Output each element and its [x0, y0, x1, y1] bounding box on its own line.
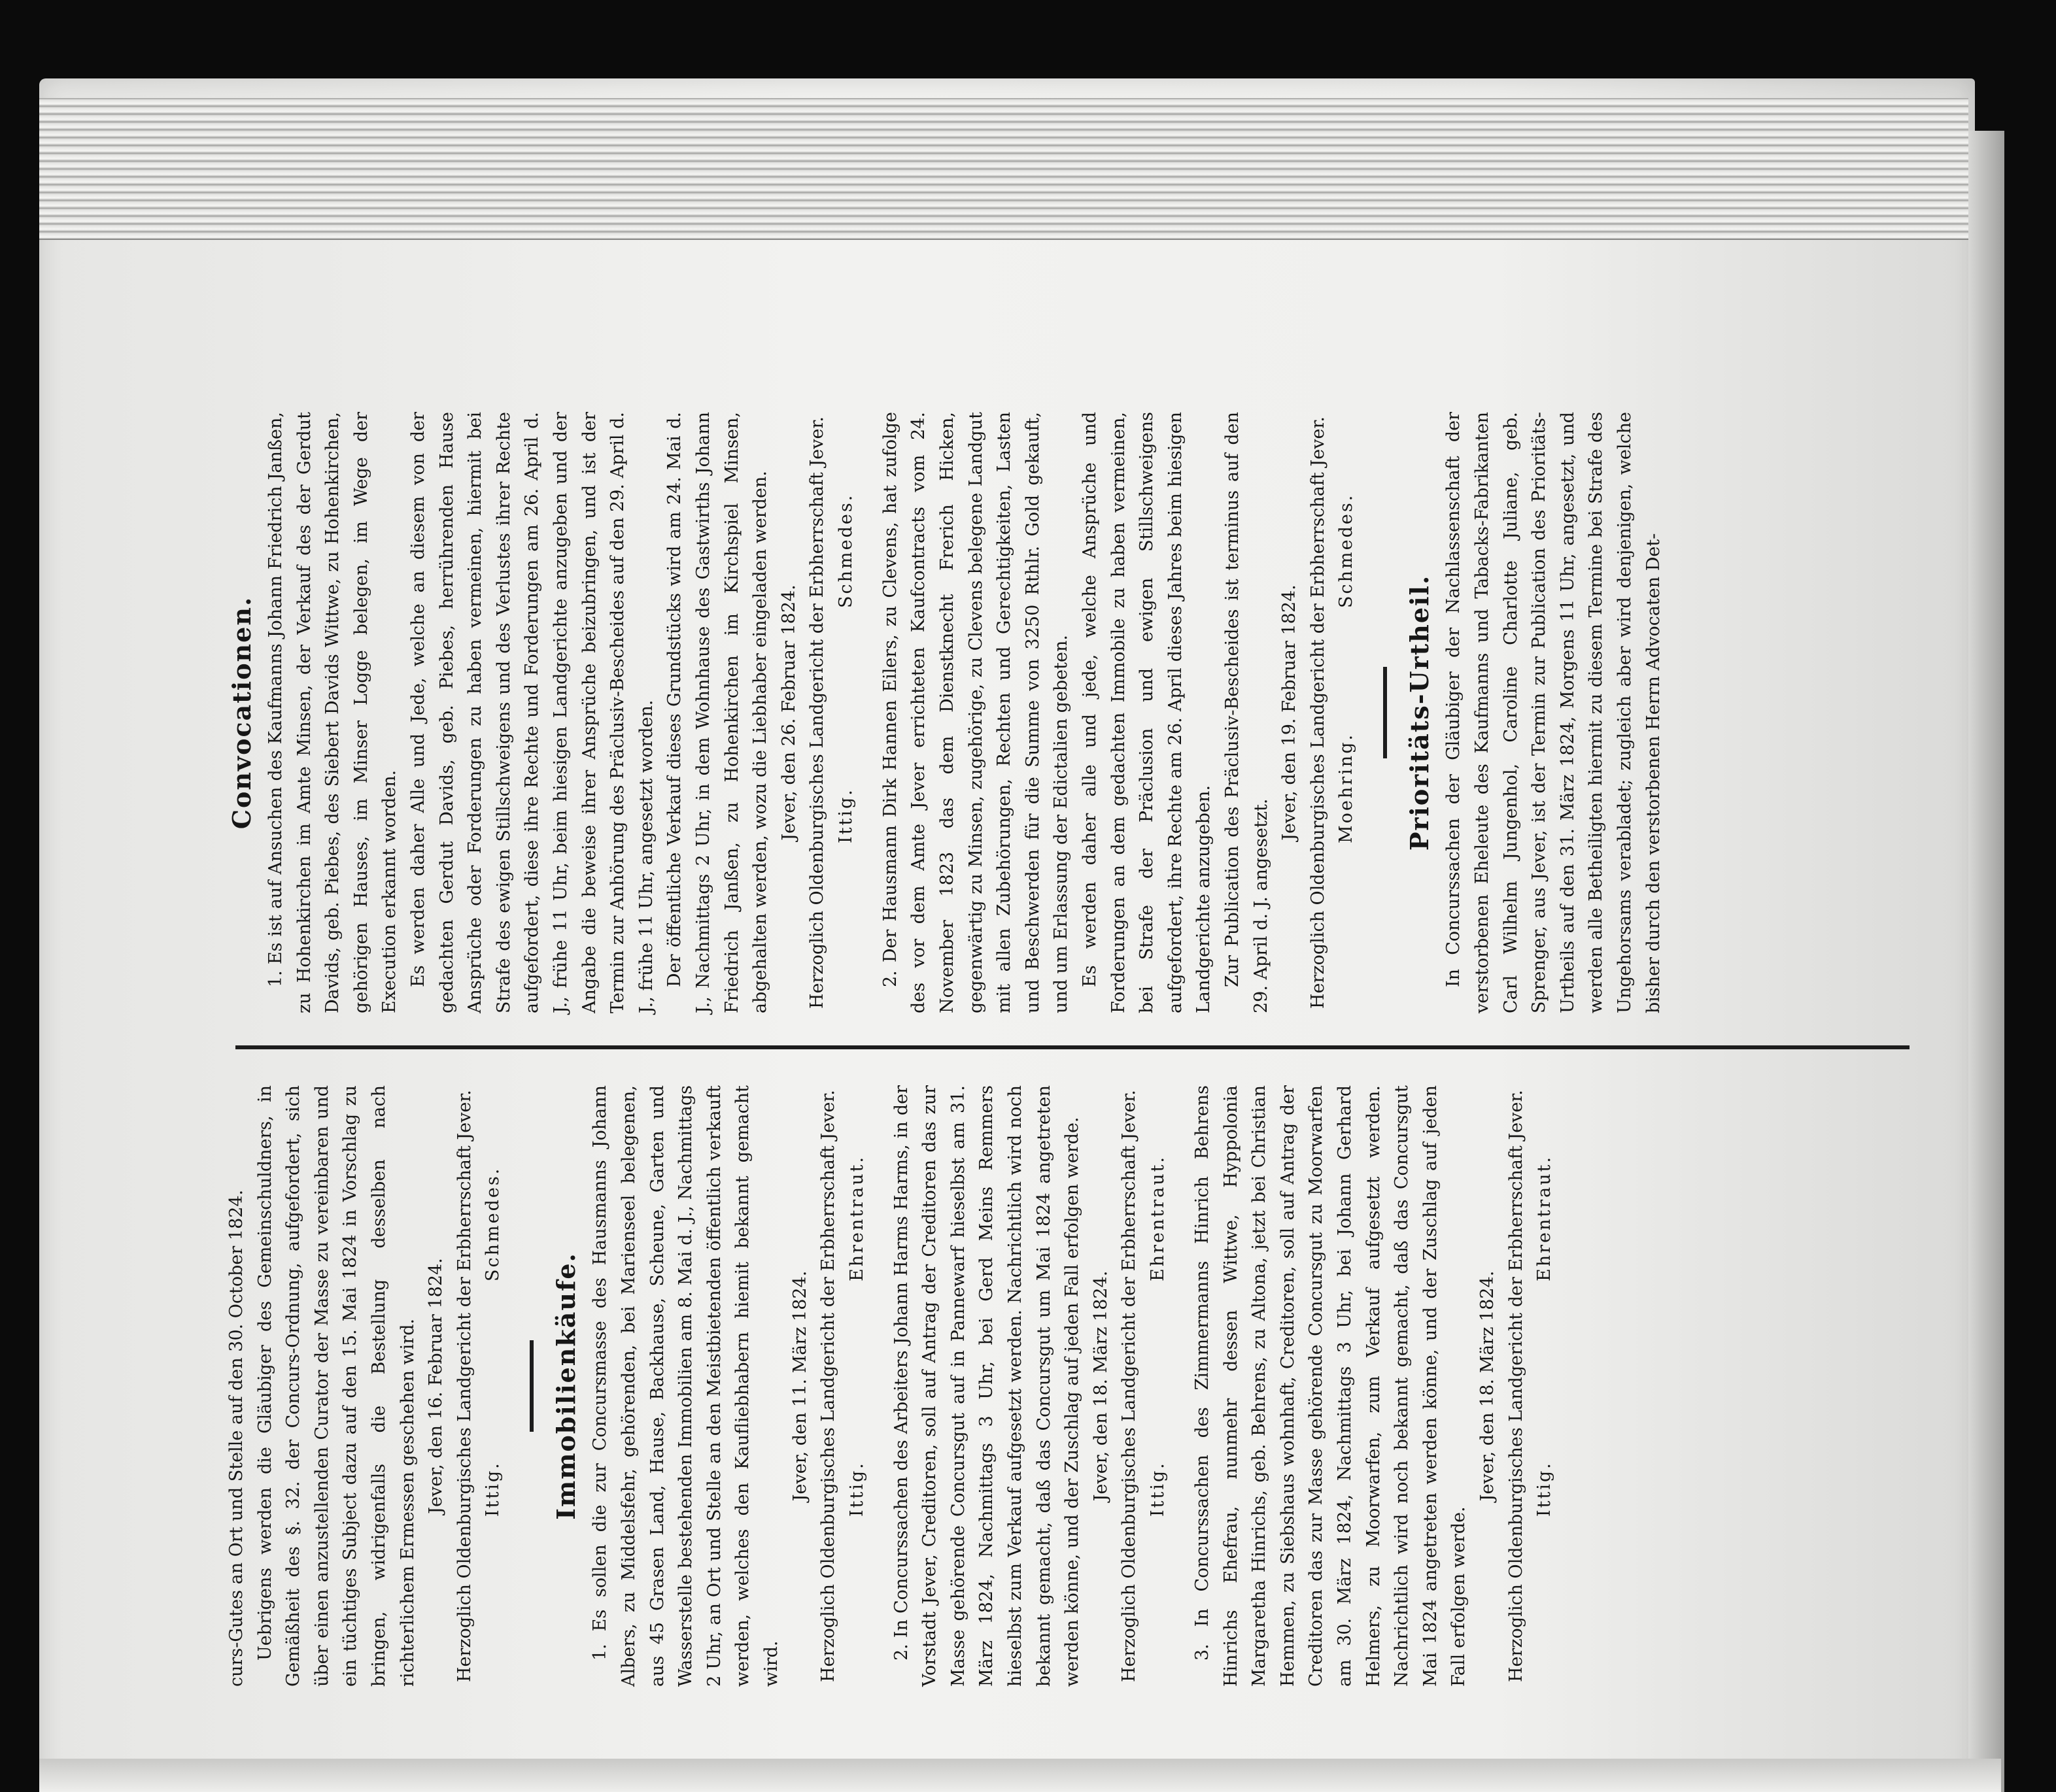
- section-divider: [1383, 667, 1387, 758]
- court-name: Herzoglich Oldenburgisches Landgericht der Erbherrschaft Jever.: [818, 1090, 839, 1682]
- section-heading: Immobilienkäufe.: [551, 1252, 581, 1520]
- section-heading: Convocationen.: [227, 596, 256, 830]
- signature-name: Ehrentraut.: [846, 1155, 867, 1281]
- place-date: Jever, den 11. März 1824.: [789, 1270, 810, 1502]
- place-date: Jever, den 19. Februar 1824.: [1279, 584, 1300, 841]
- notice-paragraph: 3. In Concurssachen des Zimmermanns Hinrich Behrens Hinrichs Ehefrau, nunmehr dessen Wittwe, Hyppolonia Margaretha Hinrichs, geb. Behrens, zu Altona, jetzt bei Christian Hemmen, zu Siebshaus wohnhaft, Creditoren, soll auf Antrag der Creditoren das zur Masse gehörende Concursgut zu Moorwarfen am 30. März 1824, Nachmittags 3 Uhr, bei Johann Gerhard Helmers, zu Moorwarfen, zum Verkauf aufgesetzt werden. Nachrichtlich wird noch bekannt gemacht, daß das Concursgut Mai 1824 angetreten werden könne, und der Zuschlag auf jeden Fall erfolgen werde.: [1192, 1085, 1469, 1687]
- left-column: [222, 1085, 1566, 1687]
- place-date: Jever, den 16. Februar 1824.: [426, 1258, 447, 1514]
- printed-page-rotated: [222, 373, 2001, 1687]
- signature-line: [1332, 412, 1367, 1013]
- signature-line: [479, 1085, 514, 1687]
- column-rule: [235, 1045, 1910, 1049]
- signature-name: Ittig.: [1148, 1461, 1169, 1517]
- signature-line: [832, 412, 867, 1013]
- notice-paragraph: Es werden daher Alle und Jede, welche an diesem von der gedachten Gerdut Davids, geb. Piebes, herrührenden Hause Ansprüche oder Forderungen zu haben vermeinen, hiermit bei Strafe des ewigen Stillschweigens und des Verlustes ihrer Rechte aufgefordert, diese ihre Rechte und Forderungen am 26. April d. J., frühe 11 Uhr, beim hiesigen Landgerichte anzugeben und der Angabe die beweise ihrer Ansprüche beizubringen, und ist der Termin zur Anhörung des Präclusiv-Bescheides auf den 29. April d. J., frühe 11 Uhr, angesetzt worden.: [407, 412, 657, 1013]
- section-heading: Prioritäts-Urtheil.: [1405, 574, 1435, 851]
- intro-paragraph: Uebrigens werden die Gläubiger des Gemeinschuldners, in Gemäßheit des §. 32. der Concurs-Ordnung, aufgefordert, sich über einen anzustellenden Curator der Masse zu vereinbaren und ein tüchtiges Subject dazu auf den 15. Mai 1824 in Vorschlag zu bringen, widrigenfalls die Bestellung desselben nach richterlichem Ermessen geschehen wird.: [254, 1085, 418, 1687]
- page-stack-edges: [39, 98, 1968, 240]
- notice-paragraph: Der öffentliche Verkauf dieses Grundstücks wird am 24. Mai d. J., Nachmittags 2 Uhr, in dem Wohnhause des Gastwirths Johann Friedrich Janßen, zu Hohenkirchen im Kirchspiel Minsen, abgehalten werden, wozu die Liebhaber eingeladen werden.: [664, 412, 771, 1013]
- signature-name: Ittig.: [1534, 1461, 1555, 1517]
- court-name: Herzoglich Oldenburgisches Landgericht der Erbherrschaft Jever.: [454, 1090, 475, 1682]
- signature-name: Ittig.: [483, 1461, 504, 1517]
- court-name: Herzoglich Oldenburgisches Landgericht der Erbherrschaft Jever.: [1119, 1090, 1140, 1682]
- intro-paragraph: curs-Gutes an Ort und Stelle auf den 30. October 1824.: [226, 1189, 247, 1687]
- place-date: Jever, den 26. Februar 1824.: [778, 584, 799, 841]
- signature-line: [1144, 1085, 1179, 1687]
- notice-paragraph: Es werden daher alle und jede, welche Ansprüche und Forderungen an dem gedachten Immobile zu haben vermeinen, bei Strafe der Präclusion und ewigen Stillschweigens aufgefordert, ihre Rechte am 26. April dieses Jahres beim hiesigen Landgerichte anzugeben.: [1080, 412, 1214, 1013]
- notice-paragraph: 2. In Concurssachen des Arbeiters Johann Harms Harms, in der Vorstadt Jever, Creditoren, soll auf Antrag der Creditoren das zur Masse gehörende Concursgut auf in Pannewarf hieselbst am 31. März 1824, Nachmittags 3 Uhr, bei Gerd Meins Remmers hieselbst zum Verkauf aufgesetzt werden. Nachrichtlich wird noch bekannt gemacht, daß das Concursgut um Mai 1824 angetreten werden könne, und der Zuschlag auf jeden Fall erfolgen werde.: [891, 1085, 1083, 1687]
- court-name: Herzoglich Oldenburgisches Landgericht der Erbherrschaft Jever.: [1307, 416, 1328, 1009]
- signature-name: Schmedes.: [835, 493, 856, 608]
- signature-name: Ittig.: [835, 788, 856, 843]
- notice-paragraph: Zur Publication des Präclusiv-Bescheides ist terminus auf den 29. April d. J. angesetzt.: [1222, 412, 1271, 1013]
- place-date: Jever, den 18. März 1824.: [1090, 1270, 1111, 1502]
- place-date: Jever, den 18. März 1824.: [1477, 1270, 1498, 1502]
- notice-paragraph: 1. Es ist auf Ansuchen des Kaufmanns Johann Friedrich Janßen, zu Hohenkirchen im Amte Minsen, der Verkauf des der Gerdut Davids, geb. Piebes, des Siebert Davids Wittwe, zu Hohenkirchen, gehörigen Hauses, im Minser Logge belegen, im Wege der Execution erkannt worden.: [266, 412, 400, 1013]
- court-name: Herzoglich Oldenburgisches Landgericht der Erbherrschaft Jever.: [1505, 1090, 1526, 1682]
- notice-paragraph: 2. Der Hausmann Dirk Hannen Eilers, zu Clevens, hat zufolge des vor dem Amte Jever errichteten Kaufcontracts vom 24. November 1823 das dem Dienstknecht Frerich Hicken, gegenwärtig zu Minsen, zugehörige, zu Clevens belegene Landgut mit allen Zubehörungen, Rechten und Gerechtigkeiten, Lasten und Beschwerden für die Summe von 3250 Rthlr. Gold gekauft, und um Erlassung der Edictalien gebeten.: [880, 412, 1072, 1013]
- signature-name: Ehrentraut.: [1534, 1155, 1555, 1281]
- signature-line: [1530, 1085, 1566, 1687]
- notice-paragraph: 1. Es sollen die zur Concursmasse des Hausmanns Johann Albers, zu Middelsfehr, gehörenden, bei Marienseel belegenen, aus 45 Grasen Land, Hause, Backhause, Scheune, Garten und Wasserstelle bestehenden Immobilien am 8. Mai d. J., Nachmittags 2 Uhr, an Ort und Stelle an den Meistbietenden öffentlich verkauft werden, welches den Kaufliebhabern hiemit bekannt gemacht wird.: [590, 1085, 781, 1687]
- signature-name: Moehring.: [1336, 732, 1357, 843]
- right-column: [222, 412, 1668, 1013]
- signature-line: [843, 1085, 878, 1687]
- notice-paragraph: In Concurssachen der Gläubiger der Nachlassenschaft der verstorbenen Eheleute des Kaufmanns und Tabacks-Fabrikanten Carl Wilhelm Jungenhol, Caroline Charlotte Juliane, geb. Sprenger, aus Jever, ist der Termin zur Publication des Prioritäts-Urtheils auf den 31. März 1824, Morgens 11 Uhr, angesetzt, und werden alle Betheiligten hiermit zu diesem Termine bei Strafe des Ungehorsams verabladet; zugleich aber wird denjenigen, welche bisher durch den verstorbenen Herrn Advocaten Det-: [1443, 412, 1664, 1013]
- section-divider: [530, 1340, 534, 1432]
- court-name: Herzoglich Oldenburgisches Landgericht der Erbherrschaft Jever.: [807, 416, 828, 1009]
- signature-name: Schmedes.: [1336, 493, 1357, 608]
- book-gutter: [39, 1759, 2001, 1792]
- signature-name: Ittig.: [846, 1461, 867, 1517]
- signature-name: Ehrentraut.: [1148, 1155, 1169, 1281]
- signature-name: Schmedes.: [483, 1166, 504, 1281]
